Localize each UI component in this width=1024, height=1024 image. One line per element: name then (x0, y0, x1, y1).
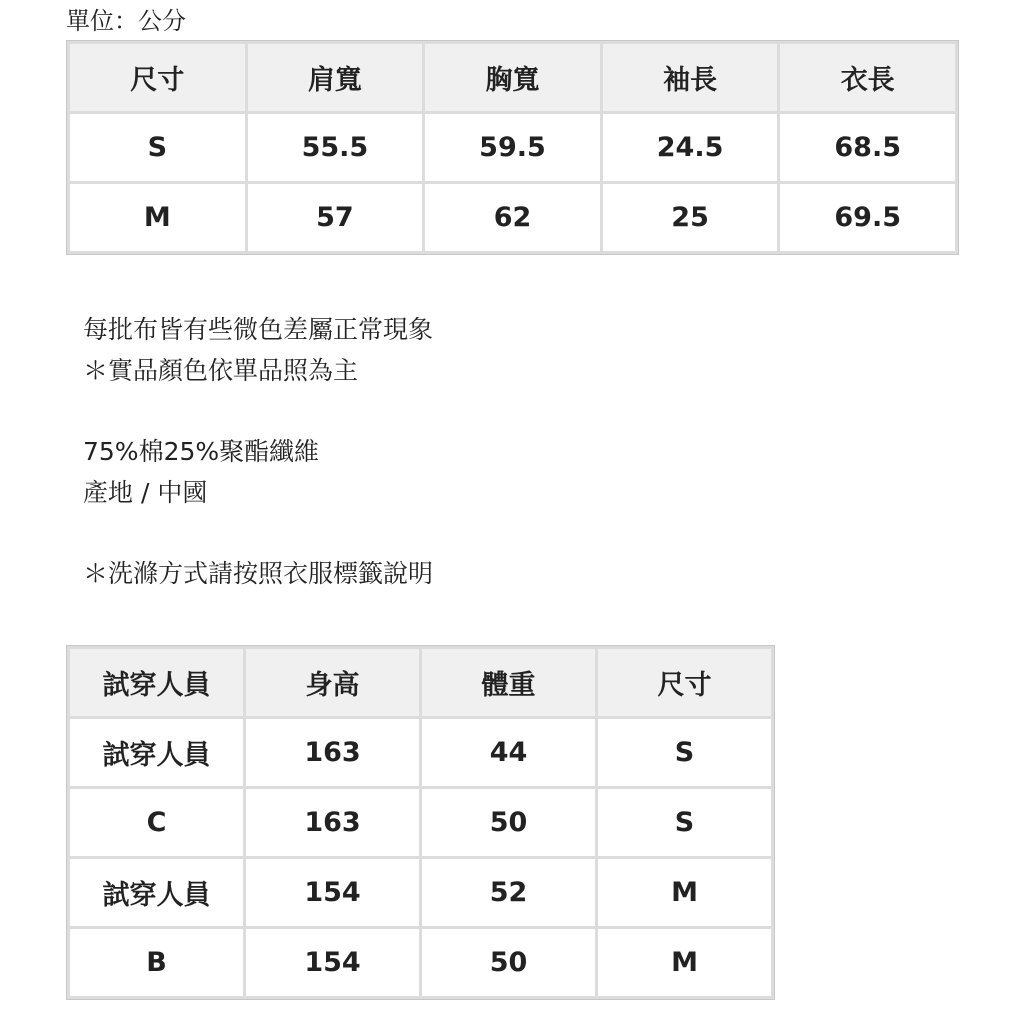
table-row (70, 929, 771, 996)
header-cell-sleeve-length: 袖長 (603, 44, 778, 111)
size-chart-header-row (70, 44, 955, 111)
country-of-origin: 產地 / 中國 (83, 478, 208, 507)
header-cell-weight: 體重 (422, 649, 595, 716)
table-cell: B (70, 929, 243, 996)
unit-label: 單位：公分 (66, 7, 186, 35)
actual-color-note: ＊實品顏色依單品照為主 (83, 356, 359, 385)
table-cell: 50 (422, 789, 595, 856)
table-cell: S (598, 719, 771, 786)
table-cell: S (598, 789, 771, 856)
material-notes (83, 431, 319, 513)
table-cell: 44 (422, 719, 595, 786)
model-fitting-table (66, 645, 775, 1000)
header-cell-height: 身高 (246, 649, 419, 716)
table-cell: 154 (246, 859, 419, 926)
table-row (70, 719, 771, 786)
table-cell: 24.5 (603, 114, 778, 181)
table-cell: 55.5 (248, 114, 423, 181)
header-cell-chest-width: 胸寬 (425, 44, 600, 111)
table-row (70, 859, 771, 926)
table-cell: 50 (422, 929, 595, 996)
table-cell: 57 (248, 184, 423, 251)
table-row (70, 789, 771, 856)
washing-instruction: ＊洗滌方式請按照衣服標籤說明 (83, 559, 434, 588)
table-cell: M (598, 929, 771, 996)
header-cell-model: 試穿人員 (70, 649, 243, 716)
table-cell: 25 (603, 184, 778, 251)
table-cell: 試穿人員 (70, 719, 243, 786)
header-cell-size: 尺寸 (598, 649, 771, 716)
table-cell: 68.5 (780, 114, 955, 181)
material-composition: 75%棉25%聚酯纖維 (83, 437, 320, 466)
header-cell-size: 尺寸 (70, 44, 245, 111)
table-cell: 163 (246, 719, 419, 786)
model-table-header-row (70, 649, 771, 716)
table-cell: C (70, 789, 243, 856)
table-cell: S (70, 114, 245, 181)
table-row (70, 114, 955, 181)
table-cell: M (598, 859, 771, 926)
header-cell-body-length: 衣長 (780, 44, 955, 111)
header-cell-shoulder-width: 肩寬 (248, 44, 423, 111)
washing-notes (83, 553, 433, 594)
table-cell: 62 (425, 184, 600, 251)
table-cell: M (70, 184, 245, 251)
color-notes (83, 309, 433, 391)
table-cell: 試穿人員 (70, 859, 243, 926)
table-cell: 69.5 (780, 184, 955, 251)
color-variance-note: 每批布皆有些微色差屬正常現象 (83, 315, 434, 344)
table-row (70, 184, 955, 251)
size-chart-table (66, 40, 959, 255)
table-cell: 59.5 (425, 114, 600, 181)
table-cell: 154 (246, 929, 419, 996)
table-cell: 163 (246, 789, 419, 856)
table-cell: 52 (422, 859, 595, 926)
